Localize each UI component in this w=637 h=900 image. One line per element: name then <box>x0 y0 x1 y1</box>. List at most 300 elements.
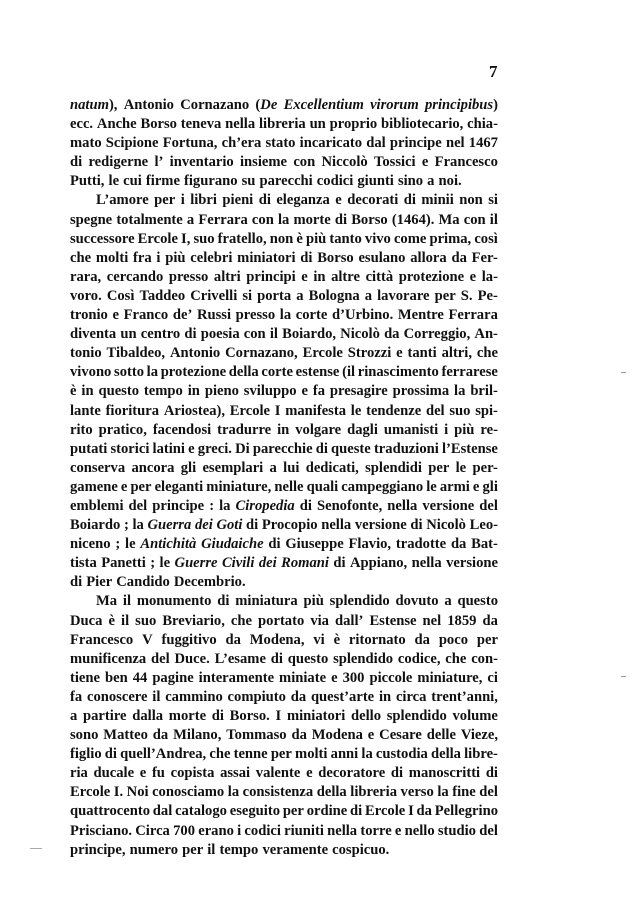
word: tradurre <box>217 421 272 438</box>
word: Ferrara <box>198 211 248 228</box>
word: con <box>463 211 486 228</box>
text-line <box>70 478 498 497</box>
word: di <box>403 192 416 209</box>
word: Candido <box>116 574 170 591</box>
word: Borso <box>317 249 354 266</box>
word: il <box>207 841 216 858</box>
word: Mentre <box>397 307 444 324</box>
word: altri <box>213 268 241 285</box>
word: putati <box>70 440 108 457</box>
word: ben <box>105 669 128 686</box>
word: ch’era <box>221 135 262 152</box>
word: la <box>361 746 373 763</box>
word: nel <box>445 135 465 152</box>
word: è <box>296 230 303 247</box>
word: parecchie <box>252 440 313 457</box>
word: per <box>428 459 450 476</box>
word: di <box>246 517 259 534</box>
italic-title: dei <box>194 517 213 534</box>
text-line <box>70 592 498 611</box>
word: munificenza <box>70 650 147 667</box>
word: anni <box>330 746 359 763</box>
word: tanto <box>329 230 362 247</box>
page-number: 7 <box>489 62 498 81</box>
word: la <box>437 784 449 801</box>
word: eseguito <box>229 803 281 820</box>
word: si <box>488 192 498 209</box>
word: in <box>313 268 326 285</box>
word: Giuseppe <box>285 536 344 553</box>
word: porta <box>257 287 292 304</box>
word: tiene <box>70 669 100 686</box>
text-line <box>70 535 498 554</box>
word: miniature, <box>417 669 483 686</box>
word: ritornato <box>348 631 406 648</box>
word: per <box>154 192 176 209</box>
word: dello <box>351 708 382 724</box>
word: codici <box>316 173 354 190</box>
word: ferrarese <box>441 364 498 381</box>
text-line <box>70 783 498 802</box>
word: volume <box>452 708 498 724</box>
word: I, <box>181 230 191 247</box>
word: trent’anni, <box>431 688 498 705</box>
word: I <box>274 402 281 419</box>
word: la <box>454 383 466 400</box>
word: sviluppo <box>243 383 297 400</box>
word: il <box>152 688 161 705</box>
word: gli <box>180 459 197 476</box>
word: Così <box>106 287 135 304</box>
word: principi <box>246 268 296 285</box>
word: parecchi <box>259 173 313 190</box>
word: presso <box>168 268 209 285</box>
word: per- <box>472 459 498 476</box>
word: proprio <box>329 116 378 133</box>
word: manoscritti <box>408 765 481 782</box>
word: di <box>184 326 197 343</box>
word: splendido <box>386 708 447 724</box>
word: Procopio <box>261 517 318 534</box>
word: del <box>479 497 498 514</box>
word: armi <box>439 478 470 495</box>
word: prima, <box>429 230 472 247</box>
word: libreria <box>258 116 306 133</box>
word: ; <box>123 517 129 534</box>
word: il <box>269 326 278 343</box>
word: 1467 <box>468 135 498 152</box>
word: in <box>378 688 392 705</box>
word: altre <box>331 268 360 285</box>
word: versione <box>354 517 407 534</box>
word: piccole <box>369 669 413 686</box>
word: di <box>70 154 83 171</box>
word: è <box>333 631 341 648</box>
word: sotto <box>114 364 145 381</box>
word: rito <box>70 421 93 438</box>
word: stato <box>265 135 296 152</box>
word: fratello, <box>217 230 267 247</box>
word: Nicolò <box>340 326 380 343</box>
word: prossima <box>392 383 450 400</box>
word: protezione <box>398 268 465 285</box>
word: ecc. <box>70 116 94 133</box>
word: e <box>472 478 480 495</box>
word: un <box>120 326 137 343</box>
text-line <box>70 268 498 287</box>
word: a <box>364 287 373 304</box>
word: spegne <box>70 211 113 228</box>
word: vivono <box>70 364 112 381</box>
word: custodia <box>375 746 428 763</box>
word: protezione <box>160 364 227 381</box>
word: rinascimento <box>357 364 439 381</box>
word: re- <box>480 421 498 438</box>
italic-title: Romani <box>281 555 329 572</box>
word: tempo <box>143 383 183 400</box>
word: città <box>365 268 394 285</box>
word: Leo- <box>469 517 498 534</box>
word: principe, <box>70 841 126 858</box>
paragraph <box>70 592 498 859</box>
word: di <box>268 536 281 553</box>
word: nella <box>225 116 256 133</box>
word: partire <box>83 708 127 724</box>
word: del <box>479 784 498 801</box>
text-line <box>70 325 498 344</box>
word: Pellegrino <box>434 803 498 820</box>
word: di <box>390 765 404 782</box>
word: Tossici <box>373 154 416 171</box>
text-line <box>70 382 498 401</box>
word: Nicolò <box>426 517 466 534</box>
word: di <box>410 517 423 534</box>
word: altri, <box>441 345 472 362</box>
word: e <box>301 383 308 400</box>
text-line <box>70 134 498 153</box>
word: da <box>152 727 169 744</box>
text-line <box>70 287 498 306</box>
word: Taddeo <box>139 287 186 304</box>
word: figlio <box>70 746 102 763</box>
word: lavorare <box>377 287 430 304</box>
word: miniature, <box>206 478 272 495</box>
word: volgare <box>295 421 342 438</box>
word: de’ <box>172 307 193 324</box>
word: assai <box>220 765 251 782</box>
word: monumento <box>136 593 212 610</box>
word: Antonio <box>123 97 174 113</box>
word: voro. <box>70 287 102 304</box>
word: portato <box>258 612 305 629</box>
word: di <box>334 211 348 228</box>
word: il <box>121 612 130 629</box>
text-line <box>70 631 498 650</box>
word: codice, <box>397 650 441 667</box>
word: mato <box>70 135 102 152</box>
word: e <box>394 822 402 839</box>
word: Ercole <box>137 230 178 247</box>
word: il <box>489 211 498 228</box>
word: da <box>451 249 467 266</box>
text-line <box>70 230 498 249</box>
word: 1859 <box>447 612 477 629</box>
word: traduzioni <box>373 440 439 457</box>
word: noi. <box>438 173 462 190</box>
word: quest’arte <box>310 688 375 705</box>
word: splendido <box>329 593 390 610</box>
text-line <box>70 612 498 631</box>
word: 300 <box>342 669 365 686</box>
italic-title: Excellentium <box>283 97 364 113</box>
word: che <box>209 746 231 763</box>
word: queste <box>331 440 371 457</box>
word: sino <box>397 173 424 190</box>
word: quattrocento <box>70 803 150 820</box>
word: cercando <box>106 268 164 285</box>
word: così <box>474 230 498 247</box>
word: tradotte <box>395 536 447 553</box>
word: come <box>393 230 427 247</box>
word: ) <box>493 97 498 113</box>
word: Bat- <box>471 536 498 553</box>
word: compiuto <box>227 688 286 705</box>
word: dalla <box>132 708 164 724</box>
word-group <box>255 96 277 115</box>
word: i <box>180 192 185 209</box>
text-line <box>70 516 498 535</box>
word: a <box>444 593 452 610</box>
word: che <box>230 612 252 629</box>
word: Borso <box>140 116 177 133</box>
word: in <box>187 383 200 400</box>
word: morte <box>168 708 207 724</box>
word: Appiano, <box>350 555 408 572</box>
word: vi <box>313 631 325 648</box>
word: Ferrara <box>448 307 498 324</box>
word: Tibaldeo, <box>106 345 166 362</box>
word: firme <box>145 173 180 190</box>
word: fa <box>70 688 83 705</box>
word: sono <box>70 727 99 744</box>
text-line <box>70 440 498 459</box>
italic-title: De <box>260 97 278 113</box>
word: è <box>70 383 77 400</box>
text-line <box>70 726 498 745</box>
word: fuggitivo <box>161 631 217 648</box>
word: suo <box>135 612 157 629</box>
word: di <box>299 497 312 514</box>
word: Fortuna, <box>162 135 218 152</box>
word: Cornazano, <box>225 345 298 362</box>
word: miniatura <box>235 593 298 610</box>
text-line <box>70 211 498 230</box>
text-line <box>70 421 498 440</box>
word: i <box>444 421 449 438</box>
word: suo <box>449 402 471 419</box>
word: minii <box>421 192 454 209</box>
word: per <box>282 803 304 820</box>
word: via <box>310 612 329 629</box>
word: Ercole <box>70 784 111 801</box>
word: Noi <box>126 784 149 801</box>
word: I <box>408 803 414 820</box>
word: numero <box>129 841 179 858</box>
word: decorati <box>347 192 399 209</box>
word: della <box>316 784 347 801</box>
word: veramente <box>262 841 329 858</box>
word: Flavio, <box>348 536 392 553</box>
word: l’Estense <box>441 440 498 457</box>
word: fra <box>133 249 152 266</box>
word: la <box>277 211 290 228</box>
word: studio <box>437 822 476 839</box>
word: verso <box>400 784 434 801</box>
text-line <box>70 306 498 325</box>
word: corte <box>261 364 293 381</box>
word: molti <box>295 746 328 763</box>
word: chia- <box>467 116 498 133</box>
word: con- <box>471 650 498 667</box>
word: interamente <box>198 669 275 686</box>
word: di <box>211 708 224 724</box>
word: presagire <box>329 383 388 400</box>
word: del <box>128 497 148 514</box>
word: Milano, <box>173 727 222 744</box>
word: con <box>293 154 316 171</box>
word: ), <box>108 97 118 113</box>
word: da <box>384 326 400 343</box>
word: per <box>130 478 152 495</box>
word: in <box>81 383 94 400</box>
word: nella <box>321 517 352 534</box>
word: cui <box>123 173 142 190</box>
word: che <box>445 650 467 667</box>
word: e <box>188 440 195 457</box>
word: per <box>434 287 456 304</box>
word: Ma <box>438 211 460 228</box>
word: non <box>269 230 294 247</box>
word: successore <box>70 230 135 247</box>
word: Anche <box>96 116 137 133</box>
word: Antonio <box>169 345 221 362</box>
word: e <box>331 669 338 686</box>
word: dal <box>366 135 386 152</box>
body-text <box>70 96 498 860</box>
text-line <box>70 650 498 669</box>
paragraph <box>70 96 498 191</box>
word: Borso <box>351 211 388 228</box>
word: teneva <box>180 116 222 133</box>
word: Prisciano. <box>70 822 133 839</box>
word: principe <box>389 135 442 152</box>
italic-title: Guerre <box>174 555 218 572</box>
word: An- <box>474 326 498 343</box>
word: è <box>108 612 115 629</box>
word: Pe- <box>477 287 498 304</box>
word: Bologna <box>308 287 360 304</box>
word: bril- <box>470 383 498 400</box>
word: Duce. <box>174 650 210 667</box>
word: Modena <box>311 727 363 744</box>
word: ( <box>255 97 261 113</box>
word: celebri <box>190 249 233 266</box>
word: catalogo <box>175 803 227 820</box>
word: da <box>482 612 498 629</box>
word: d’Urbino. <box>332 307 394 324</box>
word: spi- <box>475 402 498 419</box>
word: libre- <box>464 746 498 763</box>
word: esemplari <box>202 459 264 476</box>
word: più <box>303 593 324 610</box>
word: di <box>270 650 283 667</box>
word: le <box>108 173 120 190</box>
word: da <box>290 688 307 705</box>
word: dall’ <box>335 612 364 629</box>
word: (1464). <box>391 211 435 228</box>
word: di <box>258 192 271 209</box>
word: pratico, <box>98 421 147 438</box>
word: Fer- <box>471 249 498 266</box>
text-line <box>70 459 498 478</box>
word: più <box>305 230 327 247</box>
word: nel <box>422 612 442 629</box>
italic-title: Guerra <box>147 517 192 534</box>
word: in <box>277 421 290 438</box>
word: versione <box>446 555 498 572</box>
word: Breviario, <box>162 612 225 629</box>
word: ordine <box>306 803 348 820</box>
word: presso <box>235 307 276 324</box>
word: ria <box>70 765 88 782</box>
word: 700 <box>173 822 195 839</box>
word: e <box>306 765 313 782</box>
text-line <box>70 172 498 191</box>
paragraph <box>70 191 498 592</box>
scan-edge-mark <box>30 848 42 849</box>
word: rara, <box>70 268 102 285</box>
word: redigerne <box>88 154 149 171</box>
word: Russi <box>196 307 232 324</box>
word: di <box>350 803 363 820</box>
word: poesia <box>200 326 240 343</box>
word: della <box>430 746 461 763</box>
word: di <box>104 746 117 763</box>
word: (il <box>342 364 356 381</box>
word: cospicuo. <box>332 841 390 858</box>
word: i <box>156 249 161 266</box>
word: : <box>209 497 215 514</box>
word: libreria <box>350 784 398 801</box>
word: splendido <box>333 650 394 667</box>
word: la <box>227 784 240 801</box>
word: tempo <box>219 841 259 858</box>
italic-title: dei <box>258 555 277 572</box>
word: ci <box>487 669 498 686</box>
text-line <box>70 554 498 573</box>
word: decoratore <box>318 765 386 782</box>
word: latini <box>152 440 185 457</box>
word: e <box>139 765 147 782</box>
word: la <box>219 497 231 514</box>
word: storici <box>110 440 150 457</box>
word: da <box>416 803 432 820</box>
word: dovuto <box>395 593 439 610</box>
italic-title: Ciropedia <box>235 497 295 514</box>
word: estense <box>295 364 340 381</box>
word: lui <box>283 459 300 476</box>
word: Tommaso <box>226 727 287 744</box>
